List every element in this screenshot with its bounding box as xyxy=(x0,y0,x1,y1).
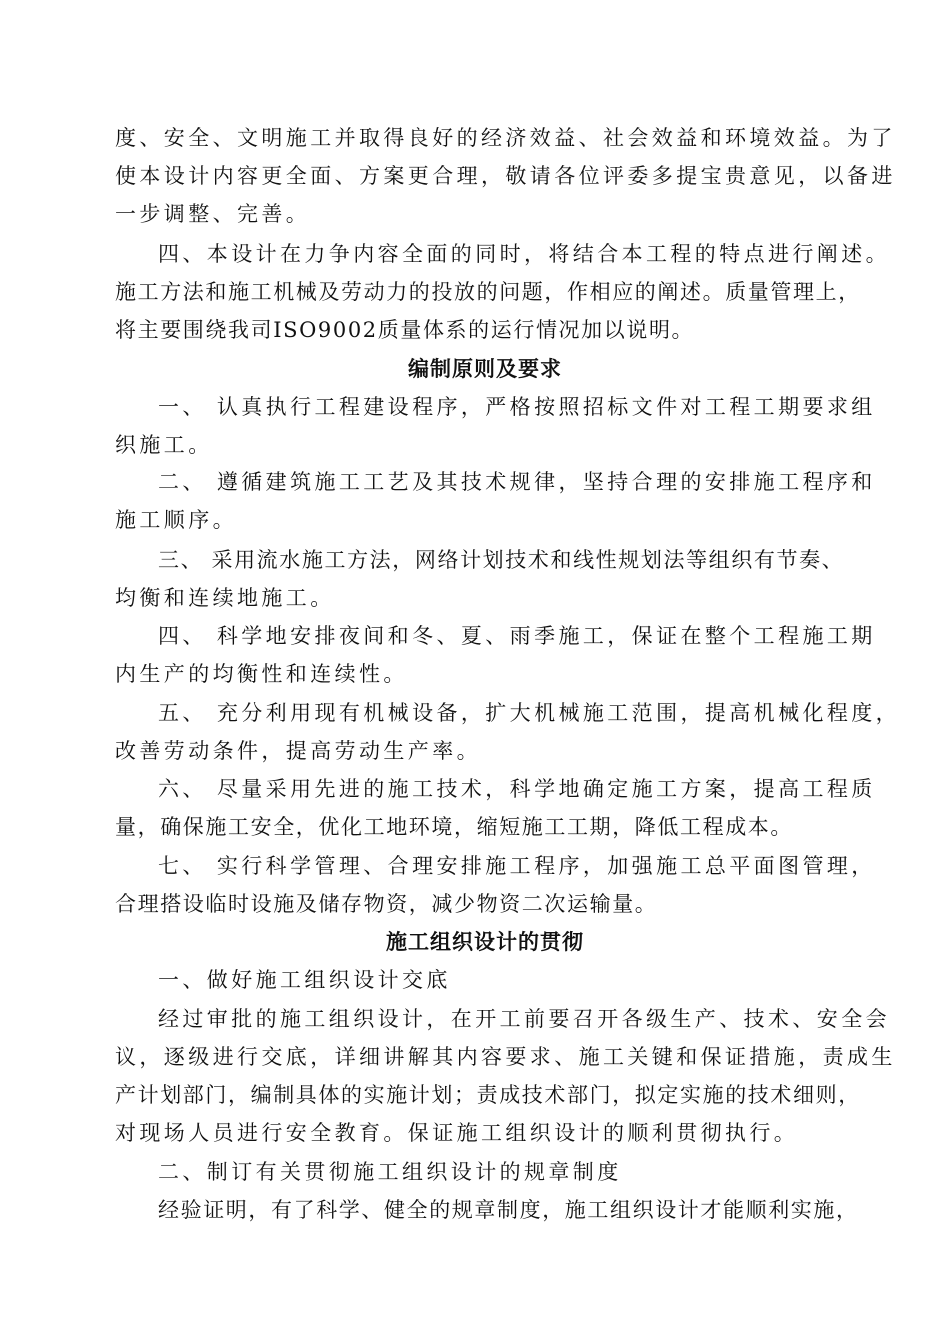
list-item-line: 三、 采用流水施工方法，网络计划技术和线性规划法等组织有节奏、 xyxy=(158,548,845,572)
section-heading: 施工组织设计的贯彻 xyxy=(386,930,584,954)
paragraph-line: 产计划部门，编制具体的实施计划；责成技术部门，拟定实施的技术细则， xyxy=(115,1083,861,1107)
section-heading: 编制原则及要求 xyxy=(408,357,562,381)
paragraph-line: 施工方法和施工机械及劳动力的投放的问题，作相应的阐述。质量管理上， xyxy=(115,280,861,304)
paragraph-line: 度、安全、文明施工并取得良好的经济效益、社会效益和环境效益。为了 xyxy=(115,126,896,150)
paragraph-line: 议，逐级进行交底，详细讲解其内容要求、施工关键和保证措施，责成生 xyxy=(115,1045,896,1069)
paragraph-line: 将主要围绕我司ISO9002质量体系的运行情况加以说明。 xyxy=(115,318,695,342)
list-item-line: 织施工。 xyxy=(115,433,213,457)
list-item-line: 改善劳动条件，提高劳动生产率。 xyxy=(115,739,481,763)
list-item-line: 施工顺序。 xyxy=(115,508,237,532)
subsection-title: 二、制订有关贯彻施工组织设计的规章制度 xyxy=(158,1160,622,1184)
list-item-line: 七、 实行科学管理、合理安排施工程序，加强施工总平面图管理， xyxy=(158,854,876,878)
paragraph-line: 使本设计内容更全面、方案更合理，敬请各位评委多提宝贵意见，以备进 xyxy=(115,164,896,188)
list-item-line: 一、 认真执行工程建设程序，严格按照招标文件对工程工期要求组 xyxy=(158,395,876,419)
paragraph-line: 经验证明，有了科学、健全的规章制度，施工组织设计才能顺利实施， xyxy=(158,1198,859,1222)
subsection-title: 一、做好施工组织设计交底 xyxy=(158,968,451,992)
paragraph-line: 经过审批的施工组织设计，在开工前要召开各级生产、技术、安全会 xyxy=(158,1007,890,1031)
list-item-line: 内生产的均衡性和连续性。 xyxy=(115,662,408,686)
list-item-line: 合理搭设临时设施及储存物资，减少物资二次运输量。 xyxy=(115,892,658,916)
list-item-line: 六、 尽量采用先进的施工技术，科学地确定施工方案，提高工程质 xyxy=(158,777,876,801)
list-item-line: 四、 科学地安排夜间和冬、夏、雨季施工，保证在整个工程施工期 xyxy=(158,624,876,648)
list-item-line: 五、 充分利用现有机械设备，扩大机械施工范围，提高机械化程度， xyxy=(158,701,901,725)
list-item-line: 量，确保施工安全，优化工地环境，缩短施工工期，降低工程成本。 xyxy=(115,815,793,839)
paragraph-line: 四、本设计在力争内容全面的同时，将结合本工程的特点进行阐述。 xyxy=(158,242,890,266)
paragraph-line: 对现场人员进行安全教育。保证施工组织设计的顺利贯彻执行。 xyxy=(115,1121,799,1145)
list-item-line: 均衡和连续地施工。 xyxy=(115,586,335,610)
list-item-line: 二、 遵循建筑施工工艺及其技术规律，坚持合理的安排施工程序和 xyxy=(158,470,876,494)
paragraph-line: 一步调整、完善。 xyxy=(115,202,311,226)
